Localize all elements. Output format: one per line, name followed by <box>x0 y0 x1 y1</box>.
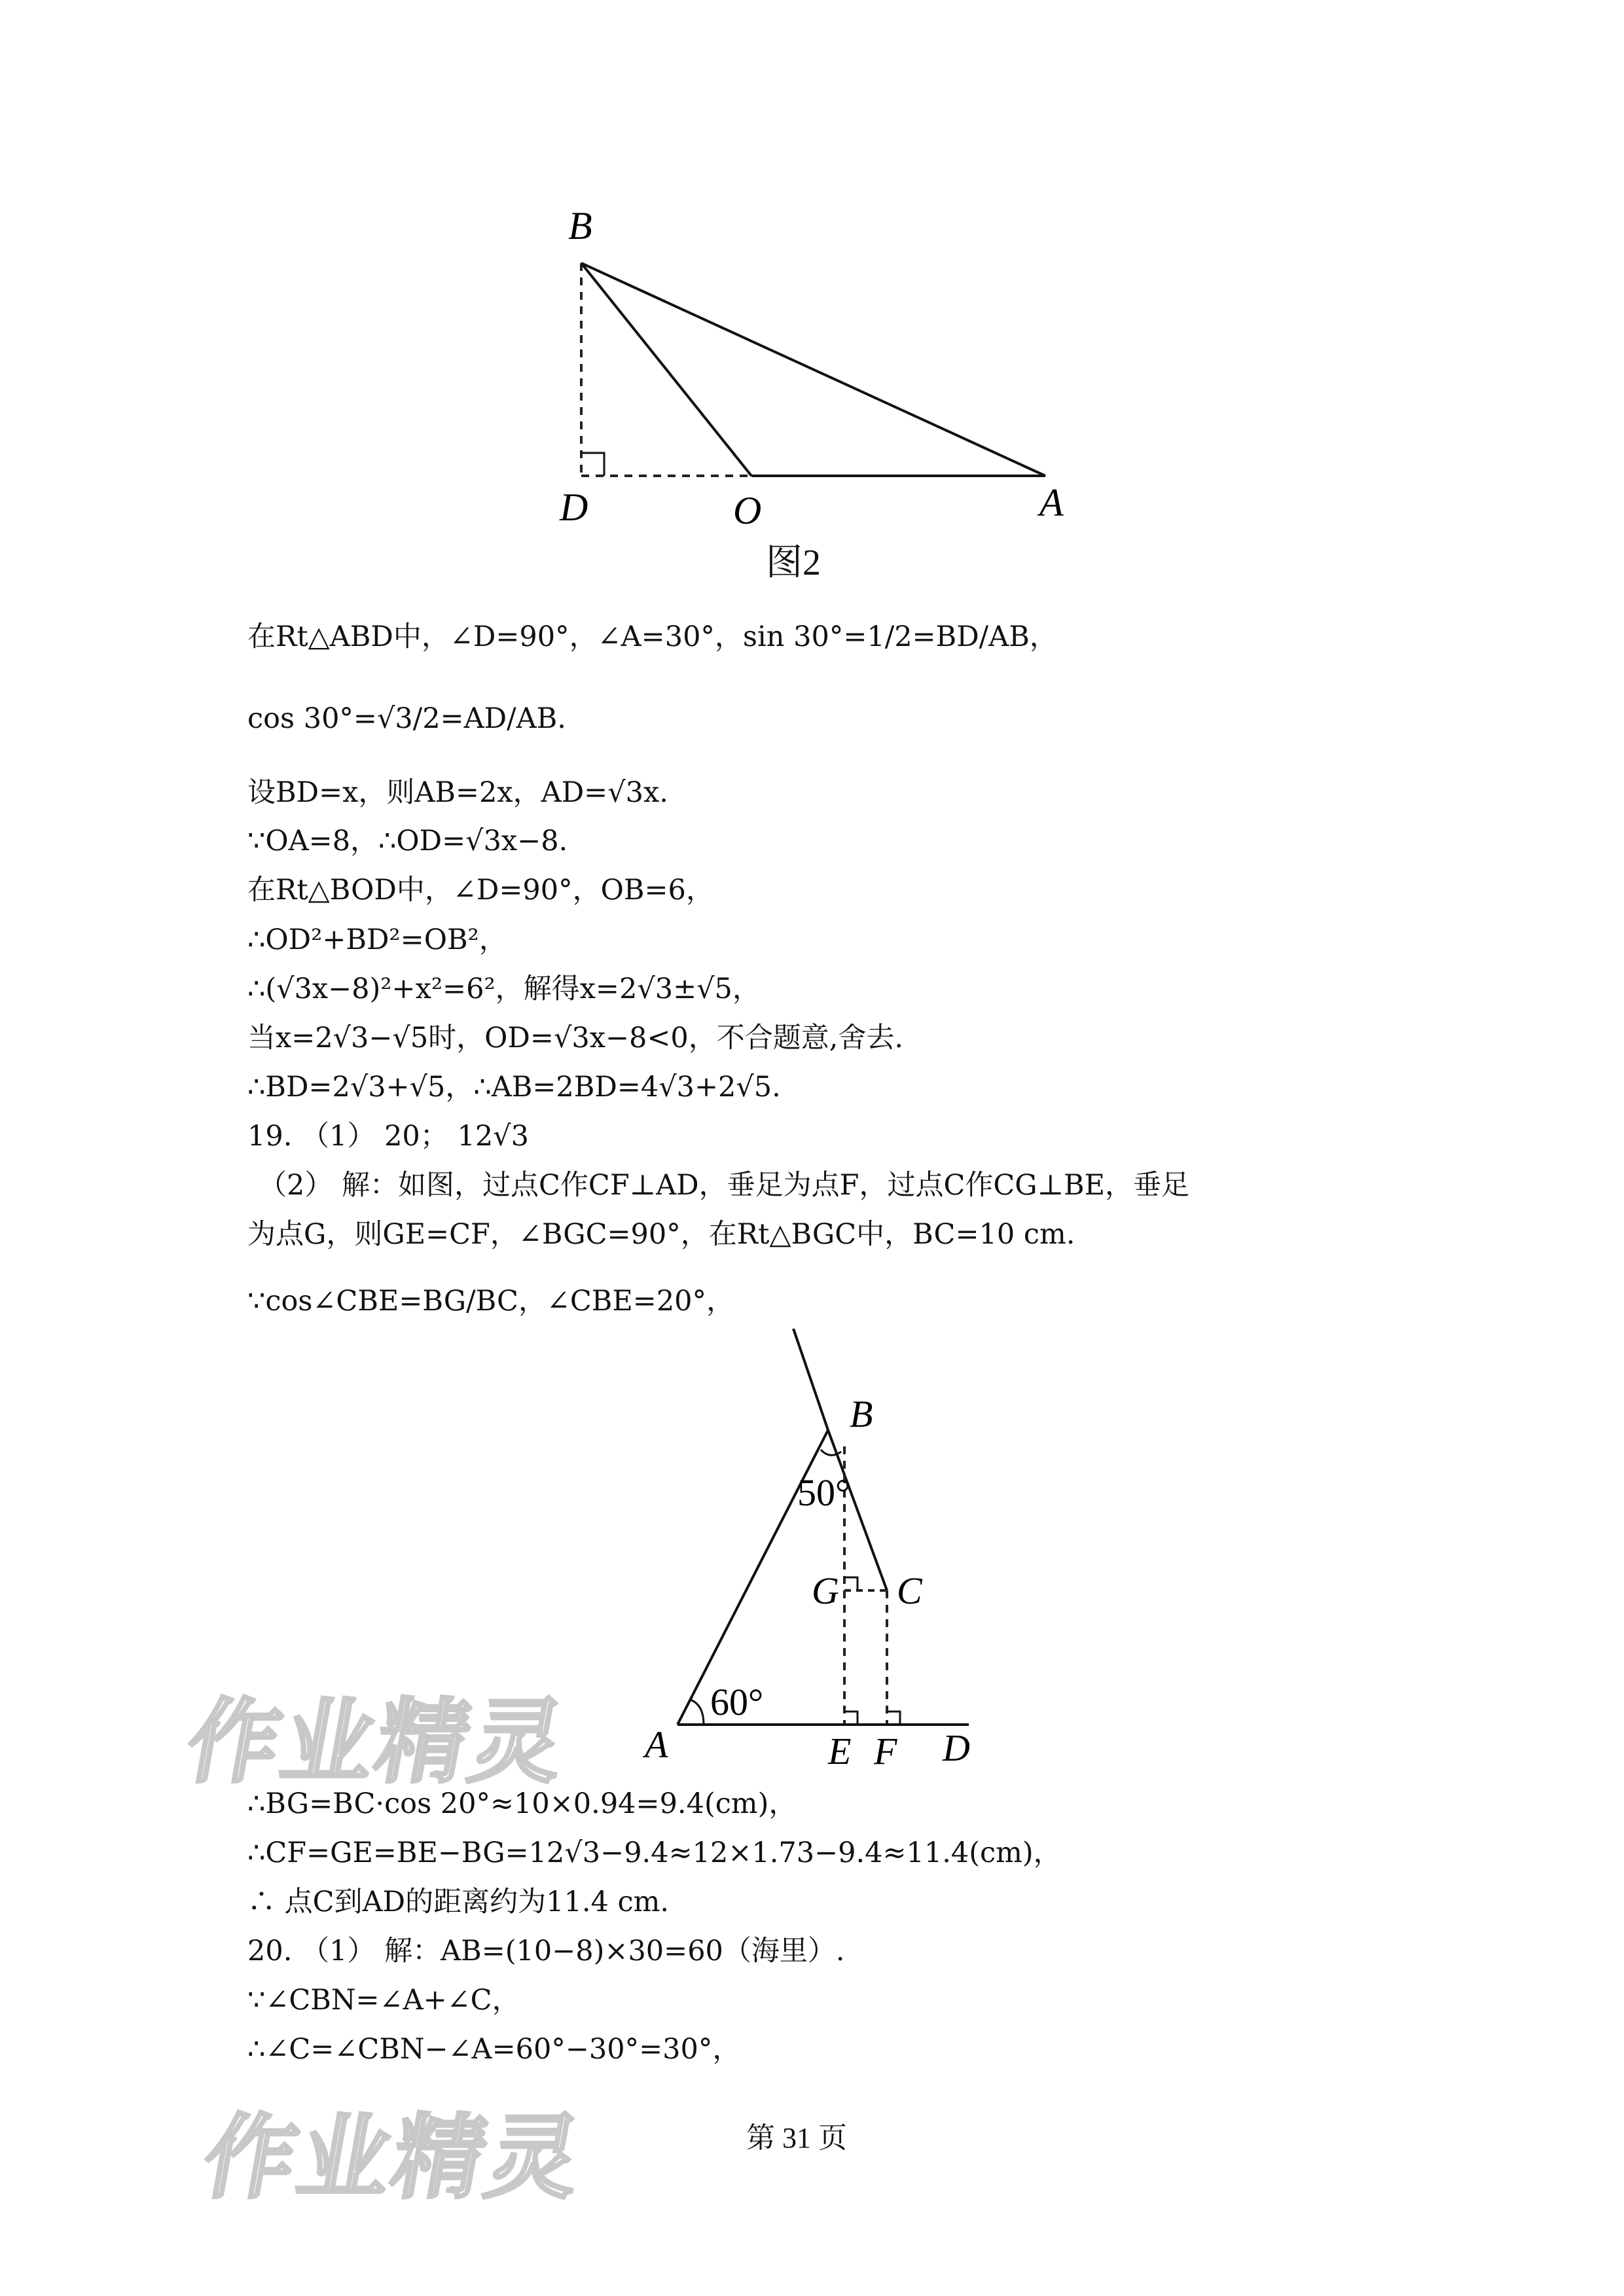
figure-triangle-abd <box>537 190 1126 583</box>
solution-line: ∴(√3x−8)²+x²=6²，解得x=2√3±√5， <box>247 973 761 1005</box>
right-angle-mark-g <box>844 1577 857 1590</box>
label-b: B <box>568 204 592 247</box>
label-f: F <box>874 1730 897 1772</box>
solution-line: ∵cos∠CBE=BG/BC，∠CBE=20°， <box>247 1285 735 1318</box>
right-angle-mark-e <box>844 1712 857 1725</box>
figure-angles-bcd <box>622 1329 1028 1774</box>
solution-line: 在Rt△BOD中，∠D=90°，OB=6， <box>247 874 714 906</box>
solution-line: ∴∠C=∠CBN−∠A=60°−30°=30°， <box>247 2033 741 2066</box>
label-d: D <box>560 486 588 529</box>
solution-line: 当x=2√3−√5时，OD=√3x−8<0，不合题意,舍去. <box>247 1022 904 1054</box>
label-b: B <box>850 1393 873 1435</box>
figure-caption: 图2 <box>766 543 821 583</box>
angle-arc-b <box>821 1450 841 1455</box>
solution-line: ∴CF=GE=BE−BG=12√3−9.4≈12×1.73−9.4≈11.4(cm)， <box>247 1837 1062 1869</box>
angle-b-label: 50° <box>797 1471 851 1514</box>
solution-line: 设BD=x，则AB=2x，AD=√3x. <box>247 776 668 809</box>
solution-line: 20. （1） 解：AB=(10−8)×30=60（海里）. <box>247 1935 845 1967</box>
solution-line: ∵OA=8，∴OD=√3x−8. <box>247 825 568 857</box>
label-c: C <box>897 1570 922 1612</box>
solution-line: 19. （1） 20； 12√3 <box>247 1120 529 1153</box>
label-a: A <box>1039 481 1064 524</box>
solution-line: ∴OD²+BD²=OB²， <box>247 924 507 956</box>
label-a: A <box>645 1723 668 1766</box>
solution-line: ∴BG=BC·cos 20°≈10×0.94=9.4(cm)， <box>247 1787 797 1820</box>
segment-ba <box>581 263 1045 476</box>
ray-above-b <box>793 1329 828 1430</box>
watermark: 作业精灵 <box>195 2105 592 2212</box>
angle-a-label: 60° <box>710 1681 764 1723</box>
page-number: 第 31 页 <box>746 2122 847 2154</box>
solution-line: （2） 解：如图，过点C作CF⊥AD，垂足为点F，过点C作CG⊥BE，垂足 <box>259 1169 1190 1202</box>
right-angle-mark-f <box>887 1712 900 1725</box>
solution-line: ∵∠CBN=∠A+∠C， <box>247 1984 520 2017</box>
right-angle-mark-d <box>581 453 604 476</box>
label-d: D <box>943 1727 970 1769</box>
solution-line: 在Rt△ABD中，∠D=90°，∠A=30°，sin 30°=1/2=BD/AB， <box>247 620 1058 653</box>
solution-line: cos 30°=√3/2=AD/AB. <box>247 702 566 735</box>
angle-arc-a <box>691 1700 704 1725</box>
label-e: E <box>828 1730 852 1772</box>
solution-line: 为点G，则GE=CF，∠BGC=90°，在Rt△BGC中，BC=10 cm. <box>247 1218 1075 1251</box>
label-g: G <box>812 1570 839 1612</box>
watermark: 作业精灵 <box>179 1689 575 1796</box>
solution-line: ∴ 点C到AD的距离约为11.4 cm. <box>247 1886 670 1918</box>
solution-line: ∴BD=2√3+√5，∴AB=2BD=4√3+2√5. <box>247 1071 781 1103</box>
label-o: O <box>733 489 762 532</box>
segment-bo <box>581 263 751 476</box>
